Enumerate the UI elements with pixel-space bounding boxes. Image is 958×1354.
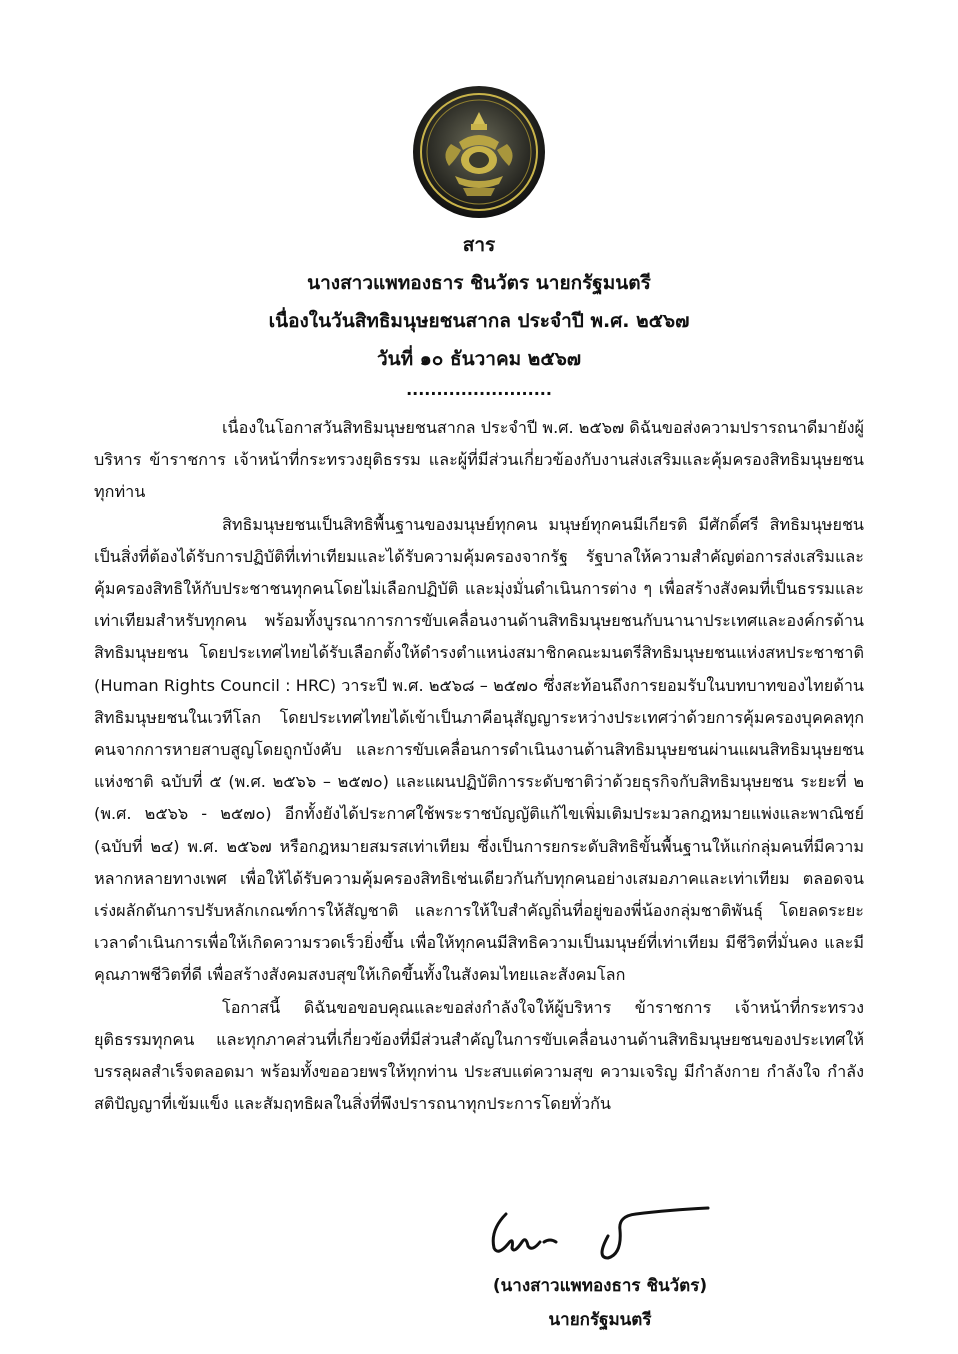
handwritten-signature <box>488 1196 718 1266</box>
divider: ........................ <box>406 380 552 399</box>
signatory-title: นายกรัฐมนตรี <box>548 1310 652 1330</box>
paragraph: โอกาสนี้ ดิฉันขอขอบคุณและขอส่งกำลังใจให้ผู้บริหาร ข้าราชการ เจ้าหน้าที่กระทรวงยุติธรรมทุกคน และทุกภาคส่วนที่เกี่ยวข้องที่มีส่วนสำคัญในการขับเคลื่อนงานด้านสิทธิมนุษยชนของประเทศให้บรรลุผลสำเร็จตลอดมา พร้อมทั้งขออวยพรให้ทุกท่าน ประสบแต่ความสุข ความเจริญ มีกำลังกาย กำลังใจ กำลังสติปัญญาที่เข้มแข็ง และสัมฤทธิผลในสิ่งที่พึงปรารถนาทุกประการโดยทั่วกัน <box>94 997 864 1114</box>
date-line: วันที่ ๑๐ ธันวาคม ๒๕๖๗ <box>376 348 582 370</box>
signatory-name: (นางสาวแพทองธาร ชินวัตร) <box>492 1276 708 1296</box>
paragraph: สิทธิมนุษยชนเป็นสิทธิพื้นฐานของมนุษย์ทุกคน มนุษย์ทุกคนมีเกียรติ มีศักดิ์ศรี สิทธิมนุษยชนเป็นสิ่งที่ต้องได้รับการปฏิบัติที่เท่าเทียมและได้รับความคุ้มครองจากรัฐ รัฐบาลให้ความสำคัญต่อการส่งเสริมและคุ้มครองสิทธิให้กับประชาชนทุกคนโดยไม่เลือกปฏิบัติ และมุ่งมั่นดำเนินการต่าง ๆ เพื่อสร้างสังคมที่เป็นธรรมและเท่าเทียมสำหรับทุกคน พร้อมทั้งบูรณาการการขับเคลื่อนงานด้านสิทธิมนุษยชนกับนานาประเทศและองค์กรด้านสิทธิมนุษยชน โดยประเทศไทยได้รับเลือกตั้งให้ดำรงตำแหน่งสมาชิกคณะมนตรีสิทธิมนุษยชนแห่งสหประชาชาติ (Human Rights Council : HRC) วาระปี พ.ศ. ๒๕๖๘ – ๒๕๗๐ ซึ่งสะท้อนถึงการยอมรับในบทบาทของไทยด้านสิทธิมนุษยชนในเวทีโลก โดยประเทศไทยได้เข้าเป็นภาคีอนุสัญญาระหว่างประเทศว่าด้วยการคุ้มครองบุคคลทุกคนจากการหายสาบสูญโดยถูกบังคับ และการขับเคลื่อนการดำเนินงานด้านสิทธิมนุษยชนผ่านแผนสิทธิมนุษยชนแห่งชาติ ฉบับที่ ๕ (พ.ศ. ๒๕๖๖ – ๒๕๗๐) และแผนปฏิบัติการระดับชาติว่าด้วยธุรกิจกับสิทธิมนุษยชน ระยะที่ ๒ (พ.ศ. ๒๕๖๖ - ๒๕๗๐) อีกทั้งยังได้ประกาศใช้พระราชบัญญัติแก้ไขเพิ่มเติมประมวลกฎหมายแพ่งและพาณิชย์ (ฉบับที่ ๒๔) พ.ศ. ๒๕๖๗ หรือกฎหมายสมรสเท่าเทียม ซึ่งเป็นการยกระดับสิทธิขั้นพื้นฐานให้แก่กลุ่มคนที่มีความหลากหลายทางเพศ เพื่อให้ได้รับความคุ้มครองสิทธิเช่นเดียวกันกับทุกคนอย่างเสมอภาคและเท่าเทียม ตลอดจนเร่งผลักดันการปรับหลักเกณฑ์การให้สัญชาติ และการให้ใบสำคัญถิ่นที่อยู่ของพี่น้องกลุ่มชาติพันธุ์ โดยลดระยะเวลาดำเนินการเพื่อให้เกิดความรวดเร็วยิ่งขึ้น เพื่อให้ทุกคนมีสิทธิความเป็นมนุษย์ที่เท่าเทียม มีชีวิตที่มั่นคง และมีคุณภาพชีวิตที่ดี เพื่อสร้างสังคมสงบสุขให้เกิดขึ้นทั้งในสังคมไทยและสังคมโลก <box>94 514 864 985</box>
paragraph: เนื่องในโอกาสวันสิทธิมนุษยชนสากล ประจำปี พ.ศ. ๒๕๖๗ ดิฉันขอส่งความปรารถนาดีมายังผู้บริหาร ข้าราชการ เจ้าหน้าที่กระทรวงยุติธรรม และผู้ที่มีส่วนเกี่ยวข้องกับงานส่งเสริมและคุ้มครองสิทธิมนุษยชนทุกท่าน <box>94 418 865 502</box>
document-label: สาร <box>462 234 496 256</box>
government-seal-icon <box>411 84 547 220</box>
letter-body <box>94 412 864 1120</box>
author-title-line: นางสาวแพทองธาร ชินวัตร นายกรัฐมนตรี <box>307 272 651 294</box>
occasion-line: เนื่องในวันสิทธิมนุษยชนสากล ประจำปี พ.ศ. ๒๕๖๗ <box>268 310 690 332</box>
